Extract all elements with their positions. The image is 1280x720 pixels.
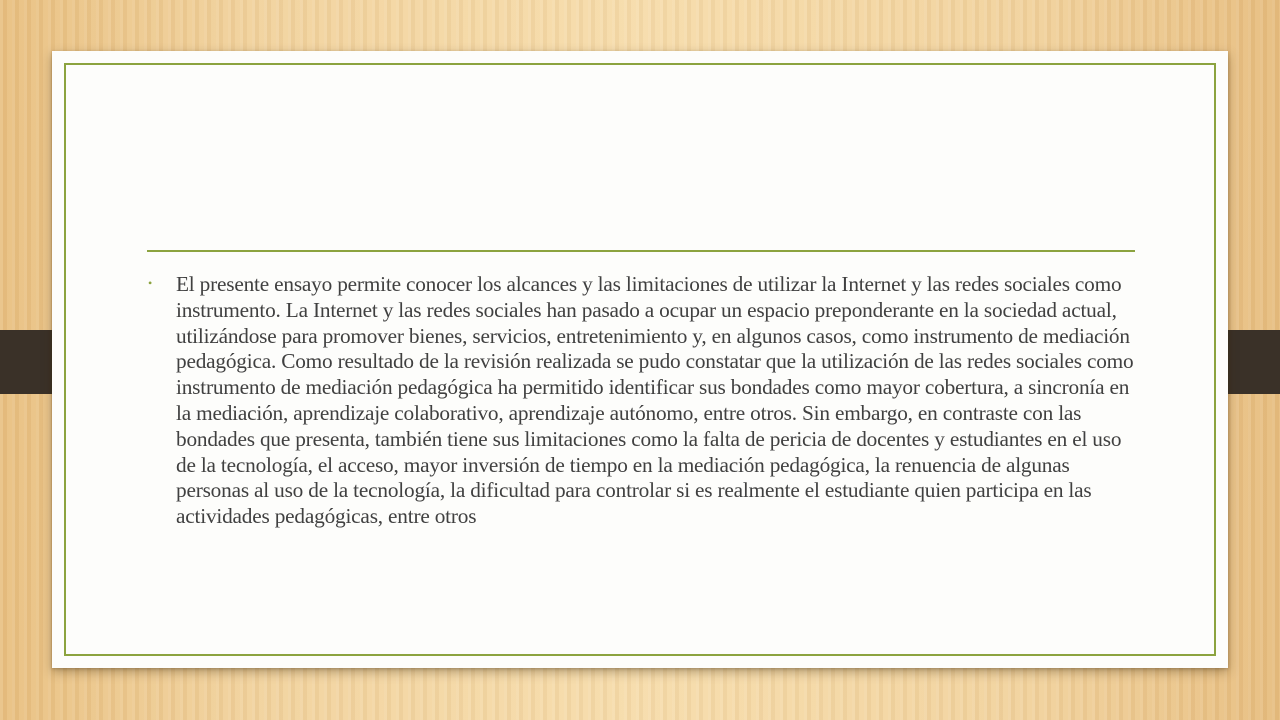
bullet-icon: •	[148, 276, 153, 290]
body-paragraph: El presente ensayo permite conocer los alcances y las limitaciones de utilizar la Internet y las redes sociales como instrumento. La Internet y las redes sociales han pasado a ocupar un espacio preponderante en la sociedad actual, utilizándose para promover bienes, servicios, entretenimiento y, en algunos casos, como instrumento de mediación pedagógica. Como resultado de la revisión realizada se pudo constatar que la utilización de las redes sociales como instrumento de mediación pedagógica ha permitido identificar sus bondades como mayor cobertura, a sincronía en la mediación, aprendizaje colaborativo, aprendizaje autónomo, entre otros. Sin embargo, en contraste con las bondades que presenta, también tiene sus limitaciones como la falta de pericia de docentes y estudiantes en el uso de la tecnología, el acceso, mayor inversión de tiempo en la mediación pedagógica, la renuencia de algunas personas al uso de la tecnología, la dificultad para controlar si es realmente el estudiante quien participa en las actividades pedagógicas, entre otros	[176, 272, 1134, 529]
title-divider-line	[147, 250, 1135, 252]
slide-content	[148, 272, 1138, 530]
